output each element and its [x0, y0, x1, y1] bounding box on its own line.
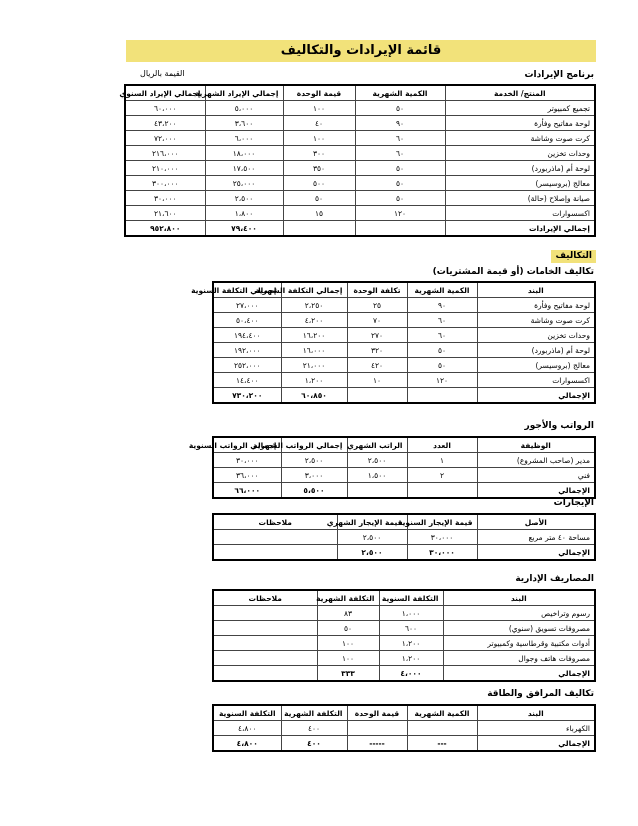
table-total-row-cell: ٤،٨٠٠: [213, 736, 281, 752]
table-row-cell: ٥٠: [407, 343, 477, 358]
table-row-cell: ١،٢٠٠: [379, 636, 443, 651]
table-header: [213, 590, 595, 606]
table-row: [125, 206, 595, 221]
table-row-cell: ٣٥٠: [283, 161, 355, 176]
table-header-cell: قيمة الإيجار الشهري: [337, 514, 407, 530]
table-header-cell: قيمة الإيجار السنوية: [407, 514, 477, 530]
table-row-cell: ٢٥،٠٠٠: [205, 176, 283, 191]
table-header-cell: التكلفة الشهرية: [317, 590, 379, 606]
table-row-cell: [213, 530, 337, 545]
table-total-row: [125, 221, 595, 237]
table-row-cell: ٥٠: [283, 191, 355, 206]
table-total-row-cell: الإجمالي: [477, 483, 595, 499]
table-header-cell: الكمية الشهرية: [407, 282, 477, 298]
table-header-cell: إجمالي الإيراد السنوي: [125, 85, 205, 101]
table-row-cell: ٢١٠،٠٠٠: [125, 161, 205, 176]
table-row-cell: [347, 721, 407, 736]
table-header: [125, 85, 595, 101]
table-total-row-cell: ٧٣٠،٢٠٠: [213, 388, 281, 404]
table-row: [125, 176, 595, 191]
table-row-cell: ٢٥٢،٠٠٠: [213, 358, 281, 373]
table-row-cell: ٥٠،٤٠٠: [213, 313, 281, 328]
table-row-cell: ٢،٥٠٠: [205, 191, 283, 206]
table-header-cell: البند: [477, 705, 595, 721]
table-row-cell: فني: [477, 468, 595, 483]
table-header-cell: التكلفة الشهرية: [281, 705, 347, 721]
table-row: [213, 373, 595, 388]
table-row-cell: وحدات تخزين: [445, 146, 595, 161]
table-row-cell: ١٤،٤٠٠: [213, 373, 281, 388]
table-row-cell: ١،٥٠٠: [347, 468, 407, 483]
table-total-row: [213, 388, 595, 404]
table-row-cell: ٣،٦٠٠: [205, 116, 283, 131]
table-row-cell: ٤٢٠: [347, 358, 407, 373]
table-row-cell: ٢١٦،٠٠٠: [125, 146, 205, 161]
table-row-cell: ٥٠: [355, 176, 445, 191]
table-row: [125, 101, 595, 116]
table-row-cell: مصروفات تسويق (سنوي): [443, 621, 595, 636]
table-row-cell: ١٦،٠٠٠: [281, 343, 347, 358]
table-row: [125, 131, 595, 146]
table-header-cell: الكمية الشهرية: [355, 85, 445, 101]
table-row-cell: ٥٠: [407, 358, 477, 373]
table-total-row-cell: الإجمالي: [443, 666, 595, 682]
table-row-cell: أدوات مكتبية وقرطاسية وكمبيوتر: [443, 636, 595, 651]
table-row-cell: ٦٠٠: [379, 621, 443, 636]
table-total-row: [213, 545, 595, 561]
table-row-cell: ١٠٠: [283, 101, 355, 116]
table-header-cell: العدد: [407, 437, 477, 453]
table-row: [213, 468, 595, 483]
table-row-cell: [407, 721, 477, 736]
table-header-cell: الوظيفة: [477, 437, 595, 453]
table-header-cell: ملاحظات: [213, 590, 317, 606]
table-row-cell: ١٥: [283, 206, 355, 221]
table-header-cell: إجمالي الإيراد الشهرية: [205, 85, 283, 101]
table-row-cell: ٢١،٦٠٠: [125, 206, 205, 221]
table-total-row-cell: ٢،٥٠٠: [337, 545, 407, 561]
table-header-cell: إجمالي الرواتب الشهرية: [281, 437, 347, 453]
table-total-row-cell: ٤،٠٠٠: [379, 666, 443, 682]
table-row-cell: مصروفات هاتف وجوال: [443, 651, 595, 666]
table-row-cell: مدير (صاحب المشروع): [477, 453, 595, 468]
admin-expenses-table: [212, 589, 596, 682]
currency-note: القيمة بالريال: [140, 69, 185, 78]
table-row-cell: ٢٧٠: [347, 328, 407, 343]
table-total-row-cell: -----: [347, 736, 407, 752]
table-total-row-cell: ٣٣٣: [317, 666, 379, 682]
table-total-row-cell: [213, 666, 317, 682]
table-total-row-cell: [347, 483, 407, 499]
table-header-cell: الراتب الشهري: [347, 437, 407, 453]
table-row-cell: ٢٥: [347, 298, 407, 313]
table-row-cell: تجميع كمبيوتر: [445, 101, 595, 116]
table-row-cell: ٦٠: [407, 328, 477, 343]
table-row: [213, 621, 595, 636]
utilities-section-label: تكاليف المرافق والطاقة: [487, 689, 594, 699]
table-header-cell: الأصل: [477, 514, 595, 530]
table-row-cell: ١٧،٥٠٠: [205, 161, 283, 176]
table-header-cell: إجمالي التكلفة الشهرية: [281, 282, 347, 298]
table-row-cell: ١،٢٠٠: [379, 651, 443, 666]
table-row: [213, 651, 595, 666]
table-row: [213, 453, 595, 468]
table-row-cell: ١،٢٠٠: [281, 373, 347, 388]
table-row-cell: ٣٠،٠٠٠: [407, 530, 477, 545]
admin-section-label: المصاريف الإدارية: [515, 574, 594, 584]
table-row-cell: ٥٠: [355, 191, 445, 206]
table-row: [213, 298, 595, 313]
table-row-cell: ٥،٠٠٠: [205, 101, 283, 116]
table-row-cell: ٤،٨٠٠: [213, 721, 281, 736]
table-row-cell: ١،٨٠٠: [205, 206, 283, 221]
table-row-cell: كرت صوت وشاشة: [477, 313, 595, 328]
table-row: [213, 530, 595, 545]
table-row: [125, 146, 595, 161]
table-row-cell: [213, 636, 317, 651]
table-total-row-cell: [347, 388, 407, 404]
table-header-cell: التكلفة السنوية: [213, 705, 281, 721]
table-row-cell: ١٩٢،٠٠٠: [213, 343, 281, 358]
table-header: [213, 282, 595, 298]
table-row-cell: [213, 606, 317, 621]
table-row-cell: [213, 621, 317, 636]
table-total-row-cell: ٣٠،٠٠٠: [407, 545, 477, 561]
table-row-cell: رسوم وتراخيص: [443, 606, 595, 621]
table-row-cell: لوحة أم (ماذربورد): [477, 343, 595, 358]
table-row-cell: ٧٢،٠٠٠: [125, 131, 205, 146]
table-header-cell: تكلفة الوحدة: [347, 282, 407, 298]
materials-section-label: تكاليف الخامات (أو قيمة المشتريات): [432, 267, 594, 277]
table-row-cell: ٤٣،٢٠٠: [125, 116, 205, 131]
table-total-row-cell: ٦٦،٠٠٠: [213, 483, 281, 499]
table-row-cell: صيانة وإصلاح (حالة): [445, 191, 595, 206]
table-header-cell: إجمالي الرواتب السنوية: [213, 437, 281, 453]
table-row: [213, 606, 595, 621]
table-total-row-cell: الإجمالي: [477, 736, 595, 752]
table-row: [125, 191, 595, 206]
table-total-row: [213, 736, 595, 752]
table-row-cell: ١: [407, 453, 477, 468]
table-row-cell: ٣٠٠،٠٠٠: [125, 176, 205, 191]
table-row-cell: ٢،٥٠٠: [337, 530, 407, 545]
revenue-section-label: برنامج الإيرادات: [524, 70, 594, 80]
table-row: [213, 358, 595, 373]
table-total-row: [213, 483, 595, 499]
table-row-cell: ٥٠: [355, 161, 445, 176]
table-row-cell: كرت صوت وشاشة: [445, 131, 595, 146]
table-row-cell: ١٠٠: [317, 651, 379, 666]
table-row-cell: ٣٠،٠٠٠: [213, 453, 281, 468]
revenue-table: [119, 84, 596, 237]
table-total-row-cell: الإجمالي: [477, 388, 595, 404]
table-row-cell: ٧٠: [347, 313, 407, 328]
table-row-cell: ٥٠: [317, 621, 379, 636]
table-row-cell: مساحة ٤٠ متر مربع: [477, 530, 595, 545]
table-row: [213, 721, 595, 736]
table-header: [213, 437, 595, 453]
table-row-cell: لوحة أم (ماذربورد): [445, 161, 595, 176]
table-row-cell: ٢،٥٠٠: [347, 453, 407, 468]
table-row: [213, 313, 595, 328]
materials-table: [191, 281, 596, 404]
table-header-cell: المنتج/ الخدمة: [445, 85, 595, 101]
table-header: [213, 705, 595, 721]
table-header-cell: قيمة الوحدة: [283, 85, 355, 101]
table-total-row-cell: الإجمالي: [477, 545, 595, 561]
table-total-row-cell: ٩٥٢،٨٠٠: [125, 221, 205, 237]
table-row-cell: ٢،٥٠٠: [281, 453, 347, 468]
table-row-cell: ١٨،٠٠٠: [205, 146, 283, 161]
table-row-cell: ٣٠٠: [283, 146, 355, 161]
table-row-cell: ٦٠: [355, 131, 445, 146]
table-header-cell: الكمية الشهرية: [407, 705, 477, 721]
table-row-cell: وحدات تخزين: [477, 328, 595, 343]
utilities-table: [212, 704, 596, 752]
table-total-row-cell: [213, 545, 337, 561]
table-row: [213, 343, 595, 358]
table-total-row-cell: ٥،٥٠٠: [281, 483, 347, 499]
table-header-cell: ملاحظات: [213, 514, 337, 530]
table-row-cell: ٤،٢٠٠: [281, 313, 347, 328]
table-total-row-cell: [355, 221, 445, 237]
table-row-cell: ١،٠٠٠: [379, 606, 443, 621]
table-row: [213, 636, 595, 651]
table-row-cell: ١٠٠: [317, 636, 379, 651]
table-row-cell: ٨٣: [317, 606, 379, 621]
table-row-cell: معالج (بروسيسر): [445, 176, 595, 191]
table-total-row-cell: [407, 388, 477, 404]
table-row-cell: الكهرباء: [477, 721, 595, 736]
table-row-cell: لوحة مفاتيح وفأرة: [445, 116, 595, 131]
table-row-cell: ٢،٢٥٠: [281, 298, 347, 313]
table-row-cell: لوحة مفاتيح وفأرة: [477, 298, 595, 313]
table-total-row-cell: إجمالي الإيرادات: [445, 221, 595, 237]
table-row-cell: ٣٢٠: [347, 343, 407, 358]
table-row-cell: ٦٠: [407, 313, 477, 328]
table-row-cell: ٤٠: [283, 116, 355, 131]
table-header: [213, 514, 595, 530]
table-row-cell: [213, 651, 317, 666]
table-row-cell: ١٠: [347, 373, 407, 388]
table-row-cell: ٢١،٠٠٠: [281, 358, 347, 373]
table-total-row-cell: ٦٠،٨٥٠: [281, 388, 347, 404]
table-row-cell: ٦،٠٠٠: [205, 131, 283, 146]
table-header-cell: البند: [443, 590, 595, 606]
table-header-cell: التكلفة السنوية: [379, 590, 443, 606]
costs-section-label: التكاليف: [551, 250, 596, 263]
table-header-cell: قيمة الوحدة: [347, 705, 407, 721]
table-row-cell: ١٢٠: [355, 206, 445, 221]
table-row-cell: ١٩٤،٤٠٠: [213, 328, 281, 343]
table-row-cell: ٥٠: [355, 101, 445, 116]
table-row-cell: ٥٠٠: [283, 176, 355, 191]
table-row-cell: ٤٠٠: [281, 721, 347, 736]
rent-section-label: الإيجارات: [553, 498, 594, 508]
table-total-row-cell: ---: [407, 736, 477, 752]
salaries-section-label: الرواتب والأجور: [524, 421, 594, 431]
table-row-cell: ٢: [407, 468, 477, 483]
table-row: [125, 116, 595, 131]
table-row-cell: اكسسوارات: [477, 373, 595, 388]
table-row-cell: ٢٧،٠٠٠: [213, 298, 281, 313]
table-row-cell: معالج (بروسيسر): [477, 358, 595, 373]
table-row: [213, 328, 595, 343]
table-row-cell: اكسسوارات: [445, 206, 595, 221]
table-row-cell: ١٢٠: [407, 373, 477, 388]
table-row-cell: ٩٠: [407, 298, 477, 313]
table-total-row-cell: ٧٩،٤٠٠: [205, 221, 283, 237]
salaries-table: [188, 436, 596, 499]
table-row-cell: ٩٠: [355, 116, 445, 131]
table-row-cell: ١٠٠: [283, 131, 355, 146]
table-row-cell: ٦٠: [355, 146, 445, 161]
table-row: [125, 161, 595, 176]
table-total-row: [213, 666, 595, 682]
table-row-cell: ١٦،٢٠٠: [281, 328, 347, 343]
page-title: قائمة الإيرادات والتكاليف: [126, 40, 596, 62]
table-total-row-cell: ٤٠٠: [281, 736, 347, 752]
table-row-cell: ٦٠،٠٠٠: [125, 101, 205, 116]
table-header-cell: البند: [477, 282, 595, 298]
table-row-cell: ٣٦،٠٠٠: [213, 468, 281, 483]
table-total-row-cell: [407, 483, 477, 499]
table-total-row-cell: [283, 221, 355, 237]
table-row-cell: ٣،٠٠٠: [281, 468, 347, 483]
table-header-cell: إجمالي التكلفة السنوية: [213, 282, 281, 298]
rent-table: [212, 513, 596, 561]
table-row-cell: ٣٠،٠٠٠: [125, 191, 205, 206]
